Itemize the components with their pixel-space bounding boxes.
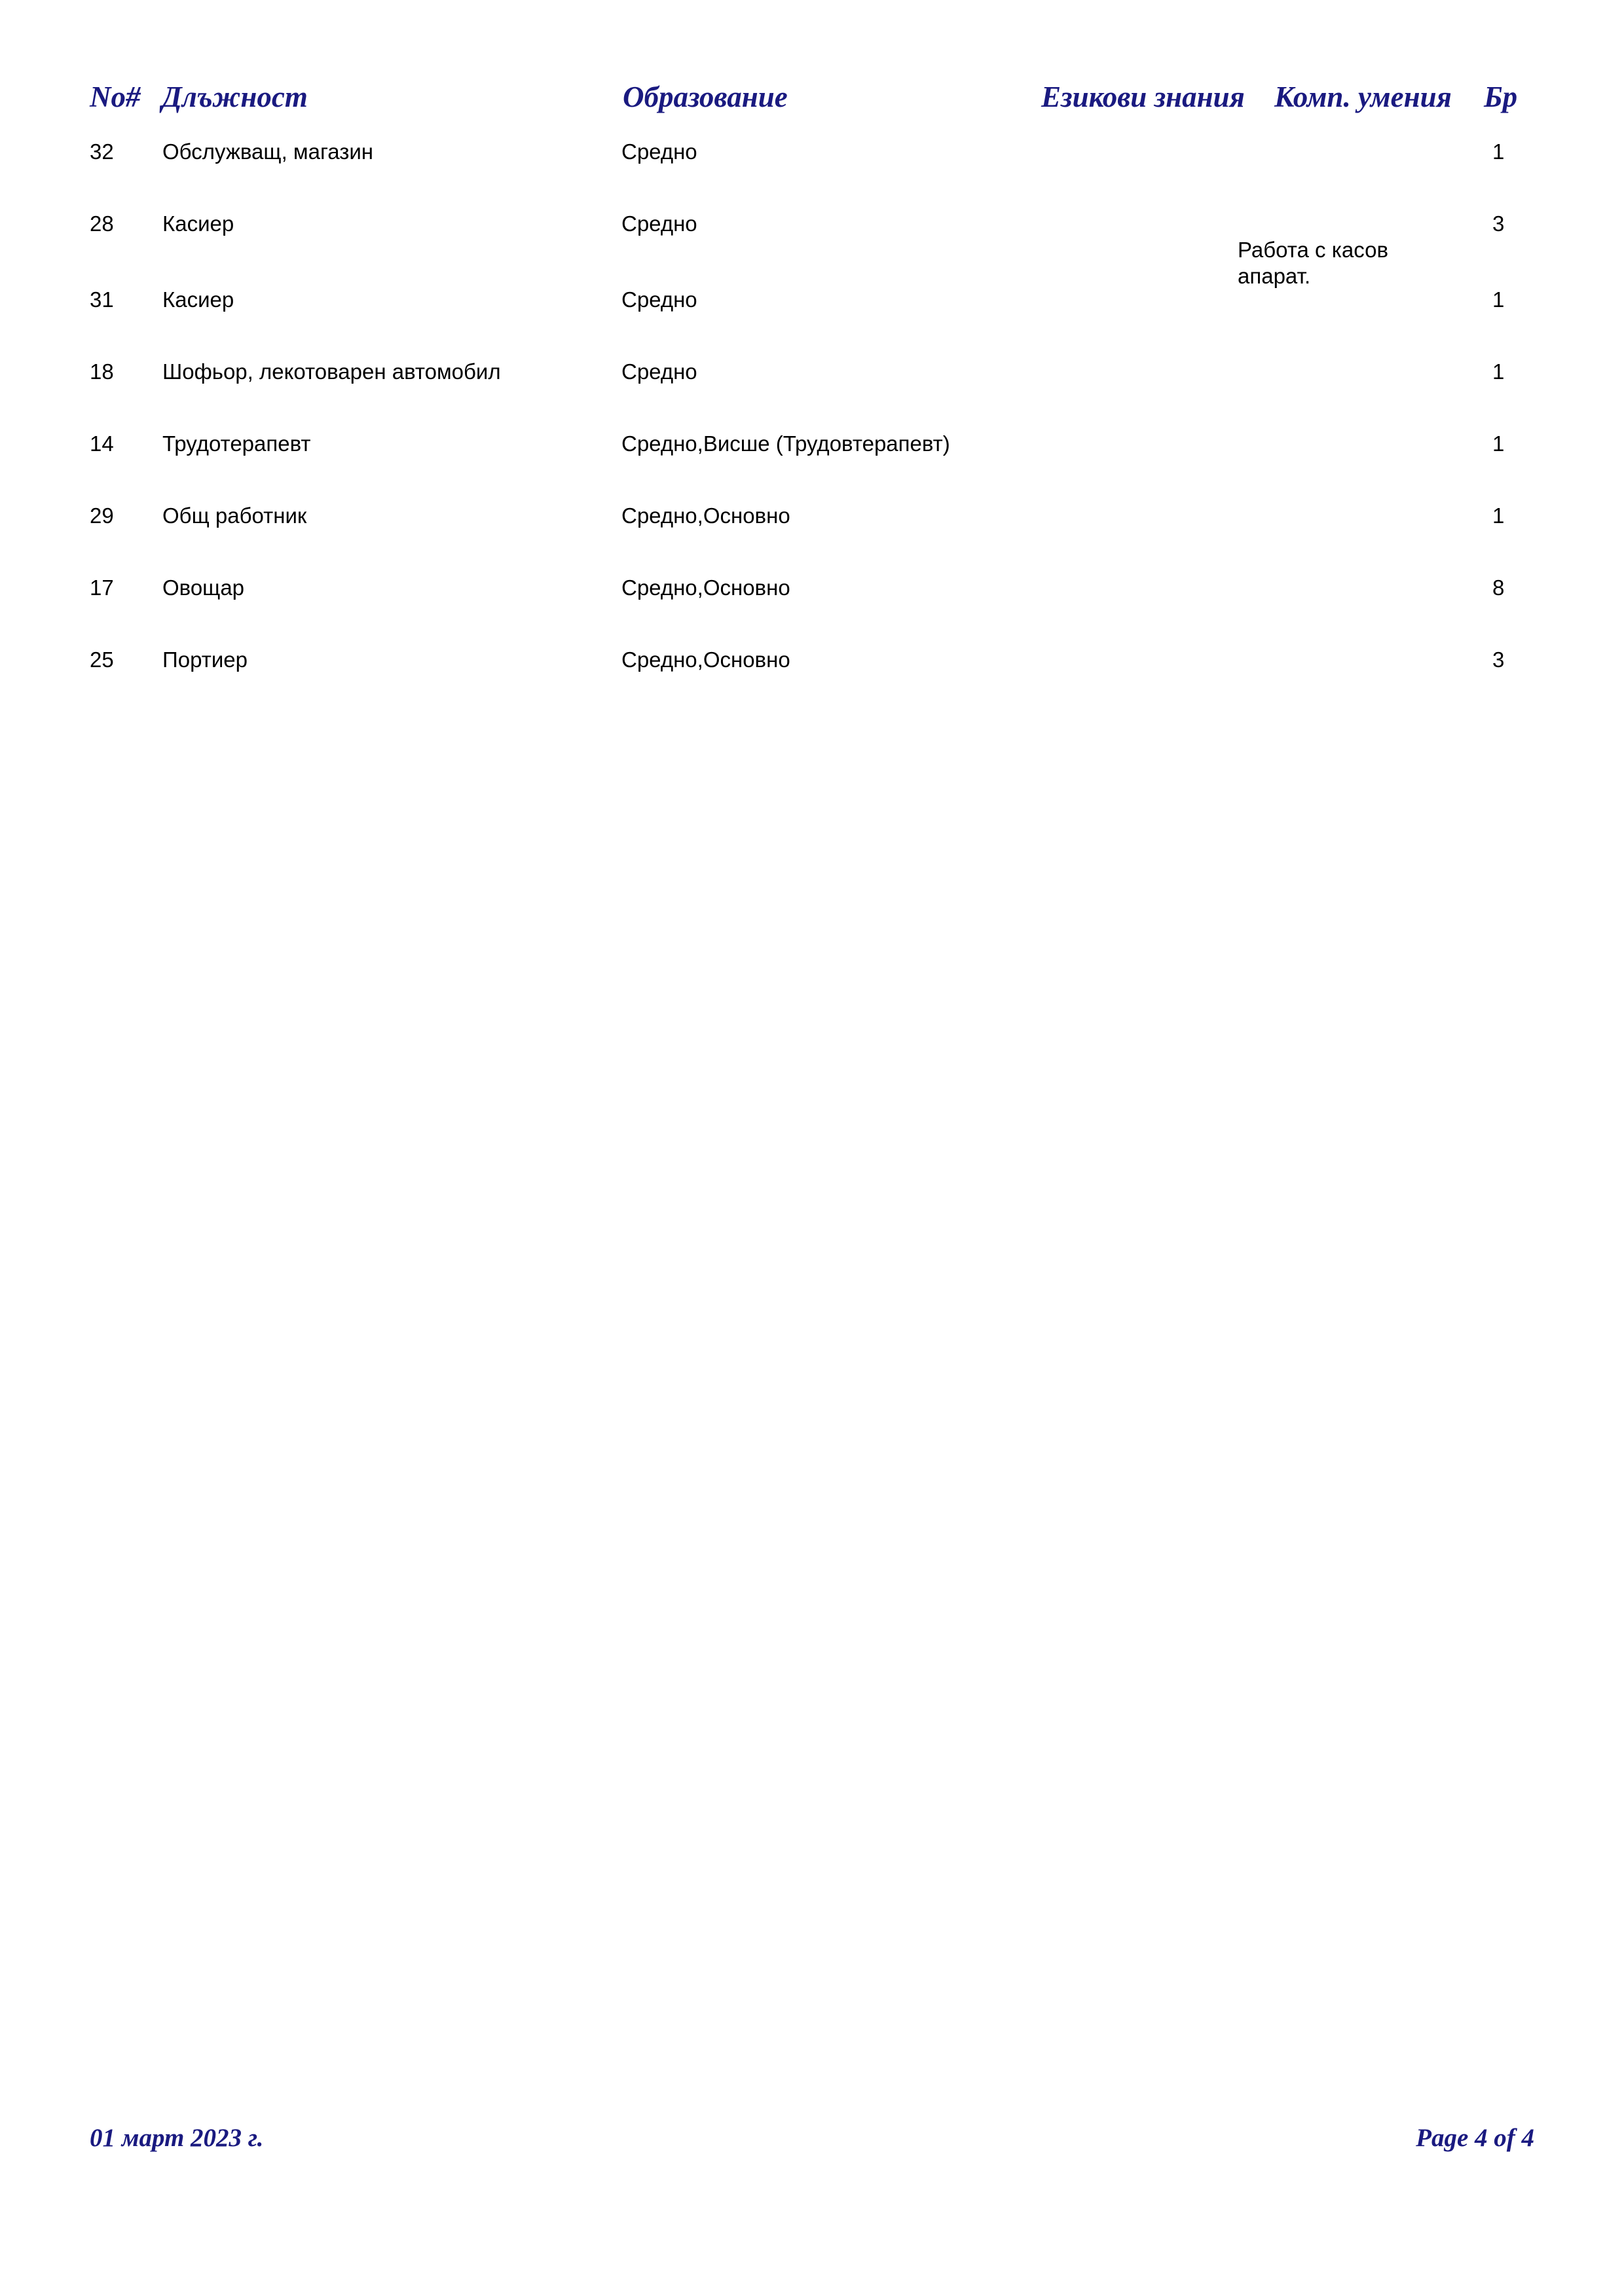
row-count: 1 [1492,287,1505,312]
row-count: 3 [1492,211,1505,236]
row-count: 1 [1492,431,1505,456]
row-position: Общ работник [162,503,307,528]
row-education: Средно [621,139,697,164]
row-no: 31 [90,287,114,312]
row-count: 1 [1492,139,1505,164]
row-position: Трудотерапевт [162,431,311,456]
row-position: Овощар [162,575,245,600]
row-position: Касиер [162,287,234,312]
row-no: 14 [90,431,114,456]
header-position: Длъжност [162,81,308,113]
row-education: Средно,Основно [621,647,790,672]
footer-date: 01 март 2023 г. [90,2124,264,2152]
row-position: Обслужващ, магазин [162,139,374,164]
computer-skill-note: Работа с касов апарат. [1238,238,1389,288]
header-count: Бр [1484,81,1518,113]
row-education: Средно [621,287,697,312]
row-education: Средно,Основно [621,503,790,528]
header-no: No# [90,81,141,113]
row-no: 25 [90,647,114,672]
row-education: Средно [621,211,697,236]
row-count: 1 [1492,503,1505,528]
row-position: Шофьор, лекотоварен автомобил [162,359,501,384]
row-count: 8 [1492,575,1505,600]
row-count: 1 [1492,359,1505,384]
row-no: 17 [90,575,114,600]
row-position: Касиер [162,211,234,236]
row-position: Портиер [162,647,248,672]
header-education: Образование [623,81,788,113]
row-education: Средно,Висше (Трудовтерапевт) [621,431,950,456]
header-computer-skills: Комп. умения [1274,81,1452,113]
row-no: 28 [90,211,114,236]
row-count: 3 [1492,647,1505,672]
row-education: Средно [621,359,697,384]
row-no: 18 [90,359,114,384]
header-languages: Езикови знания [1041,81,1245,113]
row-no: 29 [90,503,114,528]
row-education: Средно,Основно [621,575,790,600]
footer-page-number: Page 4 of 4 [1416,2124,1534,2152]
row-no: 32 [90,139,114,164]
